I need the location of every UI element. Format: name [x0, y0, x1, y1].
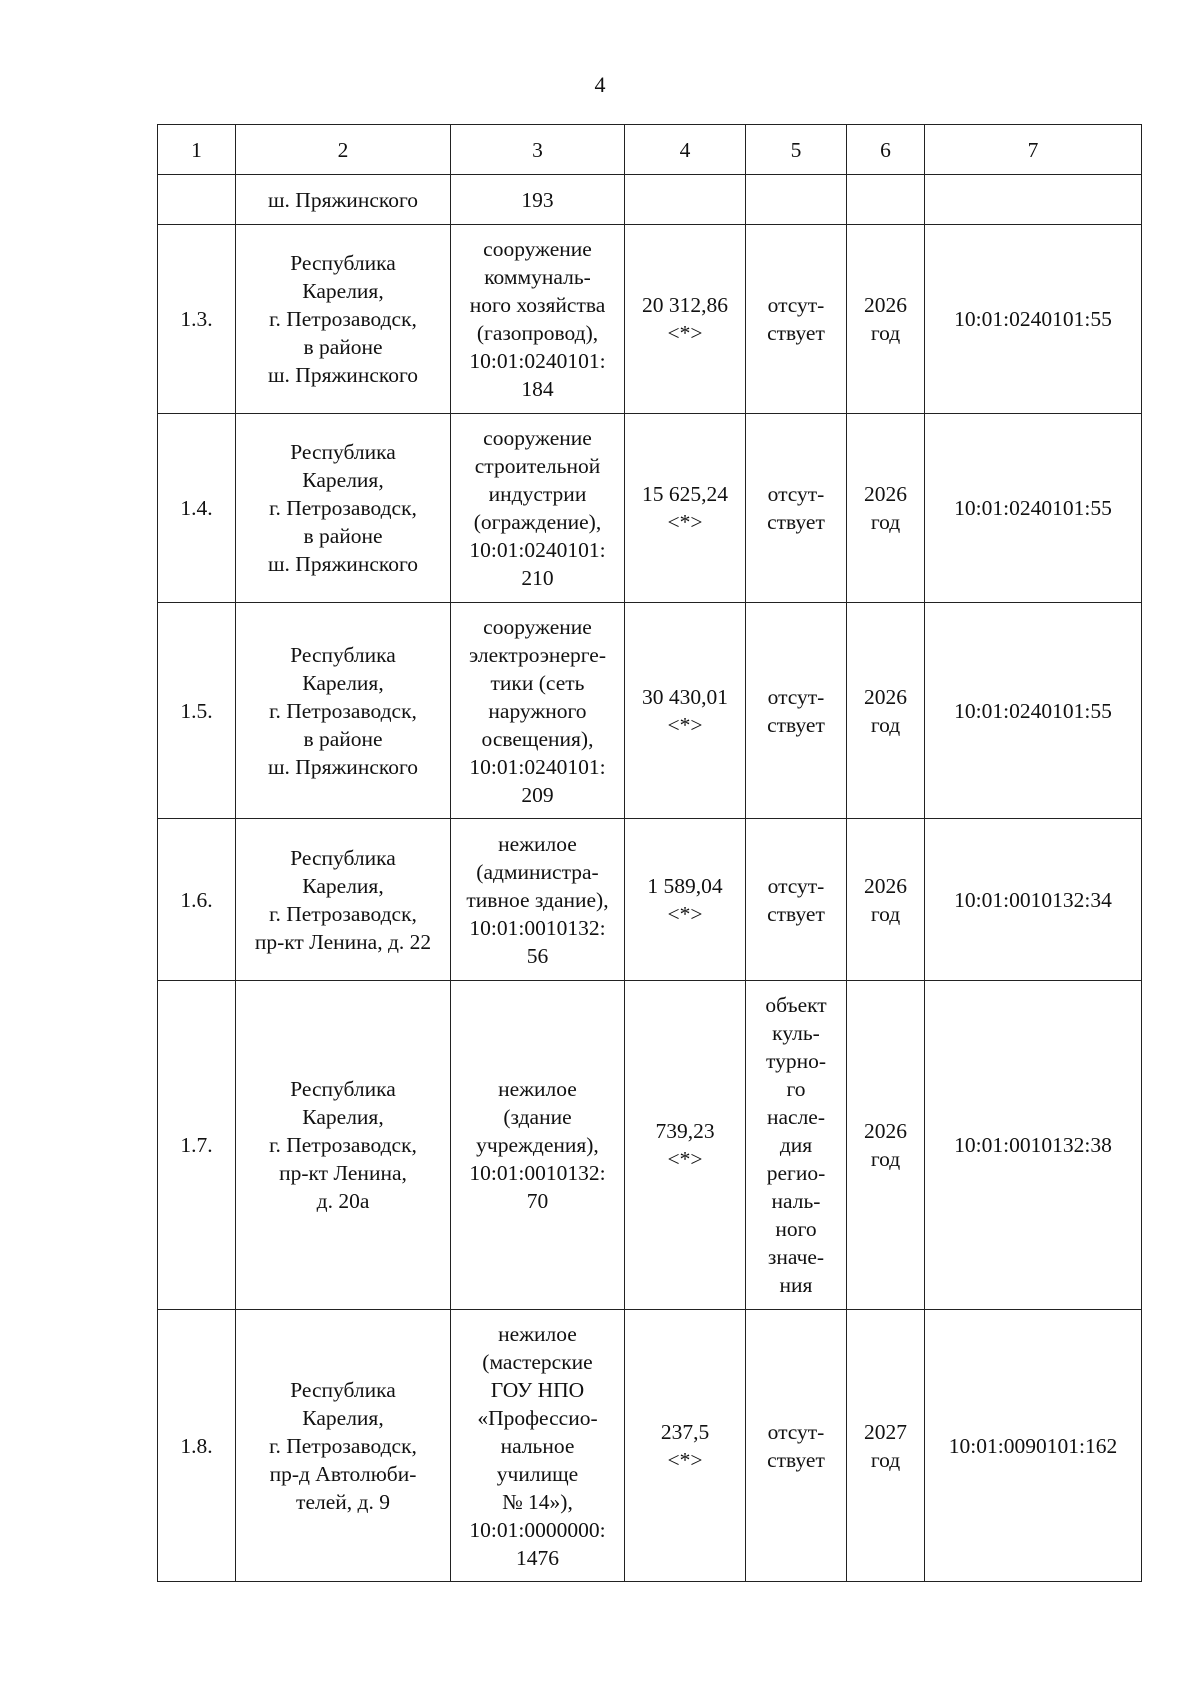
row-address: Республика Карелия, г. Петрозаводск, пр-д Автолюби- телей, д. 9 — [236, 1310, 451, 1582]
row-number — [158, 175, 236, 225]
row-value: 237,5 <*> — [625, 1310, 746, 1582]
row-number: 1.4. — [158, 414, 236, 603]
row-number: 1.5. — [158, 603, 236, 819]
row-address: Республика Карелия, г. Петрозаводск, пр-кт Ленина, д. 20а — [236, 981, 451, 1310]
row-cadastral — [925, 175, 1142, 225]
header-cell: 7 — [925, 125, 1142, 175]
row-number: 1.8. — [158, 1310, 236, 1582]
row-status: отсут- ствует — [746, 1310, 847, 1582]
row-cadastral: 10:01:0010132:38 — [925, 981, 1142, 1310]
row-status: отсут- ствует — [746, 819, 847, 981]
row-cadastral: 10:01:0090101:162 — [925, 1310, 1142, 1582]
row-year: 2026 год — [847, 414, 925, 603]
row-value: 739,23 <*> — [625, 981, 746, 1310]
row-status: объект куль- турно- го насле- дия регио- наль- ного значе- ния — [746, 981, 847, 1310]
row-number: 1.7. — [158, 981, 236, 1310]
row-cadastral: 10:01:0240101:55 — [925, 225, 1142, 414]
table-row — [158, 819, 1142, 981]
table-row — [158, 225, 1142, 414]
row-object: сооружение строительной индустрии (ограждение), 10:01:0240101: 210 — [451, 414, 625, 603]
row-status — [746, 175, 847, 225]
row-address: Республика Карелия, г. Петрозаводск, пр-кт Ленина, д. 22 — [236, 819, 451, 981]
row-value: 30 430,01 <*> — [625, 603, 746, 819]
page-number: 4 — [594, 72, 606, 97]
row-value — [625, 175, 746, 225]
row-cadastral: 10:01:0240101:55 — [925, 603, 1142, 819]
row-number: 1.3. — [158, 225, 236, 414]
row-year: 2026 год — [847, 225, 925, 414]
row-object: нежилое (администра- тивное здание), 10:01:0010132: 56 — [451, 819, 625, 981]
row-object: сооружение электроэнерге- тики (сеть наружного освещения), 10:01:0240101: 209 — [451, 603, 625, 819]
header-cell: 1 — [158, 125, 236, 175]
row-year: 2027 год — [847, 1310, 925, 1582]
row-status: отсут- ствует — [746, 414, 847, 603]
row-value: 20 312,86 <*> — [625, 225, 746, 414]
row-object: нежилое (здание учреждения), 10:01:0010132: 70 — [451, 981, 625, 1310]
row-year: 2026 год — [847, 981, 925, 1310]
row-year: 2026 год — [847, 603, 925, 819]
header-cell: 5 — [746, 125, 847, 175]
row-status: отсут- ствует — [746, 225, 847, 414]
row-object: нежилое (мастерские ГОУ НПО «Профессио- нальное училище № 14»), 10:01:0000000: 1476 — [451, 1310, 625, 1582]
table-row — [158, 603, 1142, 819]
header-cell: 3 — [451, 125, 625, 175]
row-address: ш. Пряжинского — [236, 175, 451, 225]
table-row — [158, 175, 1142, 225]
row-object: сооружение коммуналь- ного хозяйства (газопровод), 10:01:0240101: 184 — [451, 225, 625, 414]
row-status: отсут- ствует — [746, 603, 847, 819]
row-cadastral: 10:01:0010132:34 — [925, 819, 1142, 981]
row-value: 15 625,24 <*> — [625, 414, 746, 603]
row-address: Республика Карелия, г. Петрозаводск, в районе ш. Пряжинского — [236, 603, 451, 819]
header-cell: 2 — [236, 125, 451, 175]
header-cell: 6 — [847, 125, 925, 175]
table-row — [158, 414, 1142, 603]
header-cell: 4 — [625, 125, 746, 175]
row-object: 193 — [451, 175, 625, 225]
row-cadastral: 10:01:0240101:55 — [925, 414, 1142, 603]
table-header-row — [158, 125, 1142, 175]
property-table — [157, 124, 1142, 1582]
row-address: Республика Карелия, г. Петрозаводск, в районе ш. Пряжинского — [236, 414, 451, 603]
row-value: 1 589,04 <*> — [625, 819, 746, 981]
row-address: Республика Карелия, г. Петрозаводск, в районе ш. Пряжинского — [236, 225, 451, 414]
table-row — [158, 981, 1142, 1310]
row-year — [847, 175, 925, 225]
row-number: 1.6. — [158, 819, 236, 981]
table-row — [158, 1310, 1142, 1582]
row-year: 2026 год — [847, 819, 925, 981]
